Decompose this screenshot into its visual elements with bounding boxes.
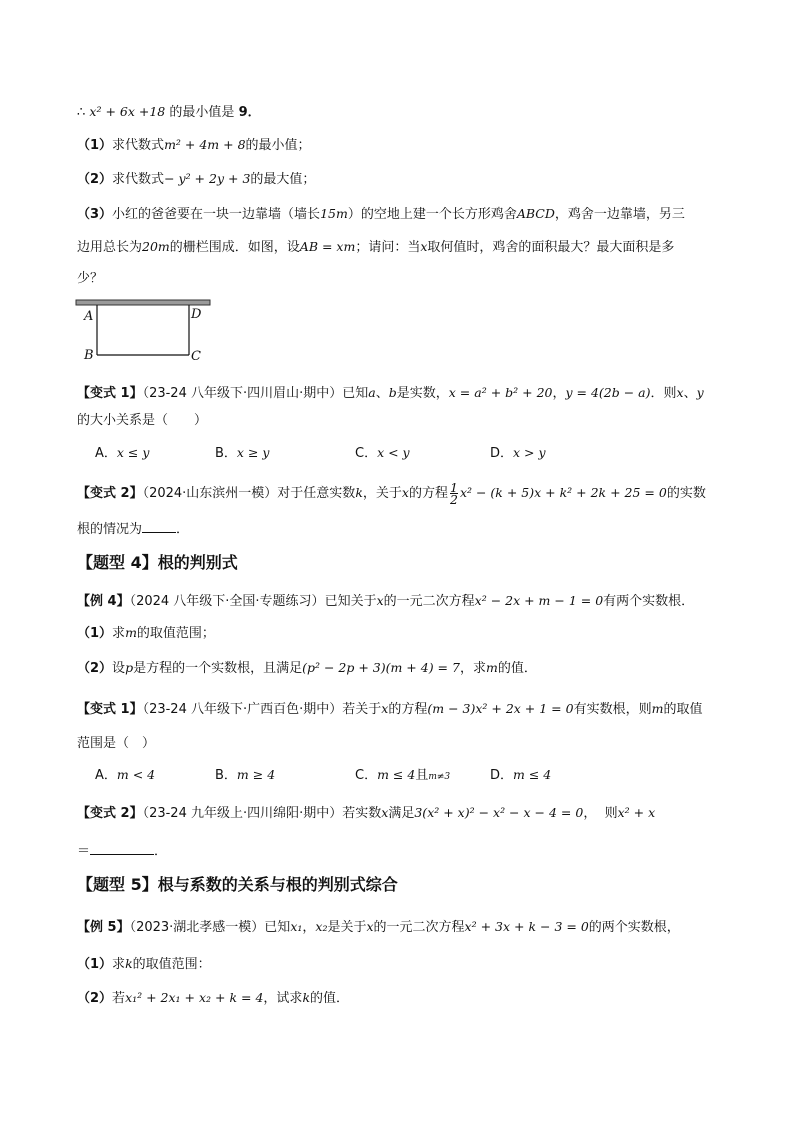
variable: k [302,990,311,1005]
variable: m [651,701,664,716]
option-text: m ≤ 4 [513,767,552,782]
variable: a [368,385,376,400]
text: 求代数式 [112,172,165,187]
example-5-question-1 [77,955,727,974]
text: ．则 [650,386,677,401]
variant-1-line-2 [77,412,727,430]
math-expression: y = 4(2b − a) [565,385,651,400]
question-3-line-3 [77,270,727,288]
example-tag: 【例 5】 [77,920,130,935]
option-label: B． [215,768,237,783]
text: 取何值时，鸡舍的面积最大？最大面积是多 [427,240,675,255]
option-text: m < 4 [116,767,156,782]
text: ，求 [459,661,486,676]
option-label: A． [95,768,117,783]
rect-name: ABCD [516,206,555,221]
math-expression: m² + 4m + 8 [164,137,246,152]
option-label: A． [95,446,117,461]
variant-2-line-2 [77,518,727,539]
variant-tag: 【变式 1】 [77,386,143,401]
text: 小红的爸爸要在一块一边靠墙（墙长 [112,207,321,222]
text: 已知关于 [324,594,377,609]
variable: x [366,919,374,934]
text: 满足 [388,806,415,821]
variant-tag: 【变式 1】 [77,702,143,717]
question-number: （2） [77,991,113,1006]
text: 已知 [264,920,291,935]
option-text: m ≥ 4 [236,767,276,782]
variant-4-2-line-2 [77,840,727,861]
label-c: C [191,349,201,364]
text: 的实数 [666,486,706,501]
option-text: m≠3 [428,772,451,782]
question-number: （1） [77,626,113,641]
example-5-question-2 [77,989,727,1008]
option-text: x > y [513,445,546,460]
option-text: x ≤ y [116,445,150,460]
option-label: D． [490,768,514,783]
min-value: 9． [238,105,261,120]
wall-length: 15m [320,206,348,221]
text: 的栅栏围成．如图，设 [169,240,300,255]
variable: k [355,485,363,500]
question-number: （2） [77,172,113,187]
option-label: B． [215,446,237,461]
text: 设 [112,661,126,676]
math-equation: x₁² + 2x₁ + x₂ + k = 4 [125,990,264,1005]
text: ，关于 [362,486,402,501]
question-1 [77,136,727,155]
text: 、 [375,386,389,401]
variable: x [420,239,428,254]
text: 求 [112,957,126,972]
answer-blank[interactable] [142,518,176,533]
text: 对于任意实数 [277,486,356,501]
text: ， [583,806,597,821]
text: 的最大值； [250,172,316,187]
question-3-line-1 [77,205,727,224]
math-equation: (p² − 2p + 3)(m + 4) = 7 [302,660,460,675]
question-number: （3） [77,207,113,222]
option-label: D． [490,446,514,461]
question-2 [77,170,727,189]
variable: b [388,385,397,400]
text: 求 [112,626,126,641]
fence-length: 20m [142,239,170,254]
label-b: B [84,348,94,363]
variable: m [125,625,137,640]
text: 若实数 [342,806,382,821]
text: 范围是（ ） [77,736,156,751]
variable: m [485,660,498,675]
text: 若 [112,991,126,1006]
text: 的大小关系是（ ） [77,413,208,428]
option-label: C． [355,446,378,461]
example-4-line-1 [77,592,727,611]
text: 有实数根，则 [573,702,652,717]
text: ，试求 [263,991,303,1006]
text: ． [154,844,168,859]
math-expression: x² + x [617,805,656,820]
text: 的最小值是 [169,105,235,120]
option-a[interactable] [95,444,149,463]
text: 的取值范围： [132,957,211,972]
option-text: x < y [377,445,410,460]
option-d[interactable] [490,766,551,785]
text: 的一元二次方程 [373,920,465,935]
source: （2023·湖北孝感一模） [129,920,265,935]
text: 是关于 [327,920,367,935]
variant-tag: 【变式 2】 [77,486,143,501]
label-a: A [84,309,94,324]
example-4-question-2 [77,659,727,678]
variable: x₁ [290,919,303,934]
source: （23-24 九年级上·四川绵阳·期中） [142,806,343,821]
option-text: 且 [415,768,429,783]
text: 已知 [342,386,369,401]
variable: x₂ [315,919,328,934]
variant-2-line-1 [77,482,727,505]
option-text: x ≥ y [236,445,270,460]
question-number: （1） [77,957,113,972]
variable: p [125,660,134,675]
section-heading-4: 【题型 4】根的判别式 [77,553,238,572]
option-a[interactable] [95,766,155,785]
option-d[interactable] [490,444,546,463]
text: 的两个实数根， [588,920,680,935]
variant-4-1-line-1 [77,700,727,719]
example-4-question-1 [77,624,727,643]
text: 的值． [310,991,350,1006]
source: （2024 八年级下·全国·专题练习） [129,594,325,609]
option-c[interactable] [355,444,410,463]
text: 根的情况为 [77,522,143,537]
variable: x [376,593,384,608]
question-number: （1） [77,138,113,153]
option-c[interactable] [355,766,450,786]
source: （2024·山东滨州一模） [142,486,278,501]
option-text: m ≤ 4 [377,767,416,782]
text: 的方程 [408,486,448,501]
variant-4-2-line-1 [77,804,727,823]
math-expression: − y² + 2y + 3 [164,171,251,186]
answer-blank[interactable] [90,840,154,855]
variable: x [381,701,389,716]
math-equation: x² − 2x + m − 1 = 0 [474,593,604,608]
example-5-line-1 [77,918,727,937]
fraction-numerator: 1 [449,480,458,495]
text: 的取值 [663,702,703,717]
math-expression: x = a² + b² + 20 [448,385,553,400]
text: 有两个实数根． [603,594,695,609]
label-d: D [191,307,202,322]
therefore-symbol: ∴ [77,105,86,120]
variant-tag: 【变式 2】 [77,806,143,821]
text: 的方程 [388,702,428,717]
variable: x [381,805,389,820]
math-expression: AB = xm [299,239,356,254]
text: 边用总长为 [77,240,143,255]
variable: x [401,485,409,500]
text: ；请问：当 [355,240,421,255]
source: （23-24 八年级下·四川眉山·期中） [142,386,343,401]
text: 若关于 [342,702,382,717]
math-expression: x² + 6x +18 [89,104,166,119]
text: ＝ [77,844,91,859]
math-equation: x² − (k + 5)x + k² + 2k + 25 = 0 [459,485,667,500]
text: ， [552,386,566,401]
text: 的取值范围； [136,626,215,641]
math-equation: 3(x² + x)² − x² − x − 4 = 0 [414,805,584,820]
example-tag: 【例 4】 [77,594,130,609]
question-3-line-2 [77,238,727,257]
text: 求代数式 [112,138,165,153]
text: ，鸡舍一边靠墙，另三 [554,207,685,222]
option-b[interactable] [215,766,275,785]
text: ， [302,920,316,935]
wall [76,300,210,305]
text: 的最小值； [245,138,311,153]
question-number: （2） [77,661,113,676]
fraction-denominator: 2 [449,492,458,507]
text: 是方程的一个实数根，且满足 [133,661,303,676]
text: ． [176,522,190,537]
variable: k [125,956,133,971]
text: 则 [604,806,618,821]
variant-4-1-line-2 [77,735,727,753]
variable: y [696,385,704,400]
variant-1-line-1 [77,384,727,403]
source: （23-24 八年级下·广西百色·期中） [142,702,343,717]
fraction [450,482,458,505]
text: 少？ [77,271,104,286]
text: 、 [683,386,697,401]
variable: x [676,385,684,400]
text: 是实数， [396,386,449,401]
text: ）的空地上建一个长方形鸡舍 [347,207,517,222]
math-equation: (m − 3)x² + 2x + 1 = 0 [427,701,574,716]
option-label: C． [355,768,378,783]
chicken-coop-figure [70,296,220,368]
conclusion-line [77,103,727,122]
option-b[interactable] [215,444,269,463]
section-heading-5: 【题型 5】根与系数的关系与根的判别式综合 [77,875,398,894]
text: 的一元二次方程 [383,594,475,609]
text: 的值． [497,661,537,676]
math-equation: x² + 3x + k − 3 = 0 [464,919,589,934]
